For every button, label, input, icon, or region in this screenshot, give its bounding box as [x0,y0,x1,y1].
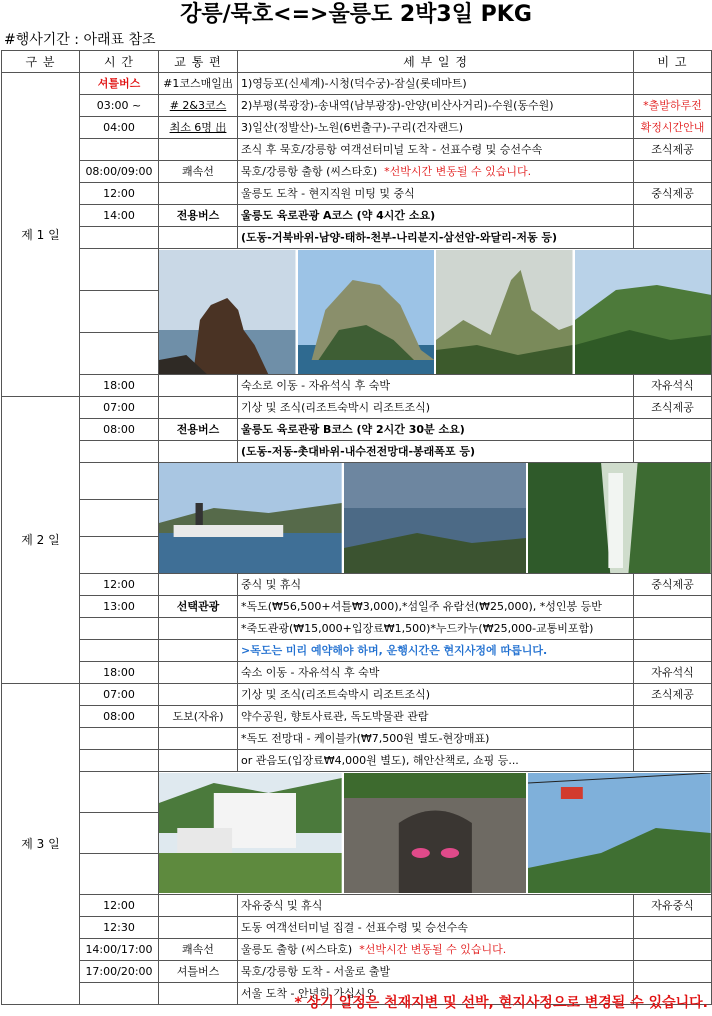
day-label-3: 제 3 일 [2,684,80,1005]
time-cell: 17:00/20:00 [80,961,159,983]
detail-cell: 숙소 이동 - 자유석식 후 숙박 [238,662,634,684]
time-cell: 08:00 [80,706,159,728]
photo-harbor [159,463,342,573]
header-division: 구 분 [2,51,80,73]
time-cell: 08:00/09:00 [80,161,159,183]
photo-strip-day1 [159,249,712,375]
photo-museum [159,773,342,893]
table-row [2,618,712,640]
note-cell [634,73,712,95]
detail-cell: 울릉도 육로관광 B코스 (약 2시간 30분 소요) [238,419,634,441]
header-note: 비 고 [634,51,712,73]
photo-green-hills [575,250,712,374]
transport-cell: 최소 6명 出 [159,117,238,139]
photo-peaks [436,250,573,374]
transport-cell: #1코스매일出 [159,73,238,95]
detail-cell: 기상 및 조식(리조트숙박시 리조트조식) [238,684,634,706]
photo-row [2,249,712,291]
detail-cell: 1)영등포(신세계)-시청(덕수궁)-잠실(롯데마트) [238,73,634,95]
table-row [2,895,712,917]
time-cell: 03:00 ~ [80,95,159,117]
time-cell: 18:00 [80,375,159,397]
table-row [2,95,712,117]
detail-cell: 조식 후 묵호/강릉항 여객선터미널 도착 - 선표수령 및 승선수속 [238,139,634,161]
time-cell: 13:00 [80,596,159,618]
table-row [2,161,712,183]
transport-cell: 쾌속선 [159,161,238,183]
schedule-table [1,50,712,1005]
detail-cell: *독도(₩56,500+셔틀₩3,000),*섬일주 유람선(₩25,000), *성인봉 등반 [238,596,634,618]
detail-cell: 2)부평(북광장)-송내역(남부광장)-안양(비산사거리)-수원(동수원) [238,95,634,117]
disclaimer-footer: * 상기 일정은 천재지변 및 선박, 현지사정으로 변경될 수 있습니다. [294,995,708,1011]
photo-stone-wall [344,773,527,893]
table-row [2,684,712,706]
ship-time-warning: *선박시간 변동될 수 있습니다. [359,942,507,956]
table-row [2,139,712,161]
note-cell: 확정시간안내 [634,117,712,139]
table-row [2,419,712,441]
table-row [2,117,712,139]
transport-cell: 도보(자유) [159,706,238,728]
table-row [2,917,712,939]
time-cell: 18:00 [80,662,159,684]
detail-cell: or 관음도(입장료₩4,000원 별도), 해안산책로, 쇼핑 등... [238,750,634,772]
detail-cell: 자유중식 및 휴식 [238,895,634,917]
note-cell: 조식제공 [634,139,712,161]
detail-cell: 울릉도 도착 - 현지직원 미팅 및 중식 [238,183,634,205]
time-cell: 04:00 [80,117,159,139]
detail-cell: *죽도관광(₩15,000+입장료₩1,500)*누드카누(₩25,000-교통비포함) [238,618,634,640]
table-row [2,596,712,618]
page-title: 강릉/묵호<=>울릉도 2박3일 PKG [180,2,532,27]
detail-cell: (도동-거북바위-남양-태하-천부-나리분지-삼선암-와달리-저동 등) [238,227,634,249]
detail-cell: 약수공원, 향토사료관, 독도박물관 관람 [238,706,634,728]
detail-cell: 묵호/강릉항 도착 - 서울로 출발 [238,961,634,983]
detail-cell: 서울 도착 - 안녕히 가십시오 [238,983,634,1005]
table-row [2,183,712,205]
table-row [2,728,712,750]
transport-cell: 전용버스 [159,419,238,441]
note-cell: *출발하루전 [634,95,712,117]
photo-strip-day2 [159,463,712,574]
table-row [2,750,712,772]
header-transport: 교 통 편 [159,51,238,73]
detail-cell: *독도 전망대 - 케이블카(₩7,500원 별도-현장매표) [238,728,634,750]
note-cell: 조식제공 [634,684,712,706]
note-cell: 중식제공 [634,183,712,205]
table-row [2,227,712,249]
photo-cliff [298,250,435,374]
detail-cell: 중식 및 휴식 [238,574,634,596]
photo-coast-view [344,463,527,573]
time-cell: 07:00 [80,397,159,419]
period-note: #행사기간 : 아래표 참조 [4,32,156,48]
note-cell: 조식제공 [634,397,712,419]
time-cell: 12:00 [80,183,159,205]
table-row [2,662,712,684]
note-cell: 자유석식 [634,375,712,397]
table-row [2,375,712,397]
table-row [2,441,712,463]
day-label-2: 제 2 일 [2,397,80,684]
table-row [2,640,712,662]
note-cell: 자유석식 [634,662,712,684]
time-cell: 08:00 [80,419,159,441]
detail-cell: 도동 여객선터미널 집결 - 선표수령 및 승선수속 [238,917,634,939]
photo-sea-rock [159,250,296,374]
time-cell: 14:00 [80,205,159,227]
detail-cell: 울릉도 육로관광 A코스 (약 4시간 소요) [238,205,634,227]
header-time: 시 간 [80,51,159,73]
detail-text: 묵호/강릉항 출항 (씨스타호) [241,164,378,178]
time-cell: 12:00 [80,895,159,917]
ship-time-warning: *선박시간 변동될 수 있습니다. [384,164,532,178]
transport-cell: 선택관광 [159,596,238,618]
detail-cell: 3)일산(정발산)-노원(6번출구)-구리(건자랜드) [238,117,634,139]
table-row [2,397,712,419]
note-cell: 중식제공 [634,574,712,596]
table-row [2,73,712,95]
time-cell: 셔틀버스 [80,73,159,95]
day-label-1: 제 1 일 [2,73,80,397]
detail-cell [238,161,634,183]
transport-cell: 전용버스 [159,205,238,227]
time-cell: 07:00 [80,684,159,706]
note-cell: 자유중식 [634,895,712,917]
detail-cell [238,939,634,961]
photo-row [2,772,712,813]
time-cell: 12:30 [80,917,159,939]
dokdo-notice: >독도는 미리 예약해야 하며, 운행시간은 현지사정에 따릅니다. [238,640,634,662]
header-row [2,51,712,73]
photo-strip-day3 [159,772,712,895]
detail-cell: (도동-저동-촛대바위-내수전전망대-봉래폭포 등) [238,441,634,463]
time-cell: 14:00/17:00 [80,939,159,961]
transport-cell: 셔틀버스 [159,961,238,983]
photo-row [2,463,712,500]
table-row [2,961,712,983]
photo-waterfall [528,463,711,573]
detail-text: 울릉도 출항 (씨스타호) [241,942,353,956]
table-row [2,706,712,728]
photo-cable-car [528,773,711,893]
transport-cell: # 2&3코스 [159,95,238,117]
time-cell: 12:00 [80,574,159,596]
detail-cell: 숙소로 이동 - 자유석식 후 숙박 [238,375,634,397]
table-row [2,939,712,961]
table-row [2,205,712,227]
transport-cell: 쾌속선 [159,939,238,961]
header-detail: 세 부 일 정 [238,51,634,73]
table-row [2,574,712,596]
detail-cell: 기상 및 조식(리조트숙박시 리조트조식) [238,397,634,419]
